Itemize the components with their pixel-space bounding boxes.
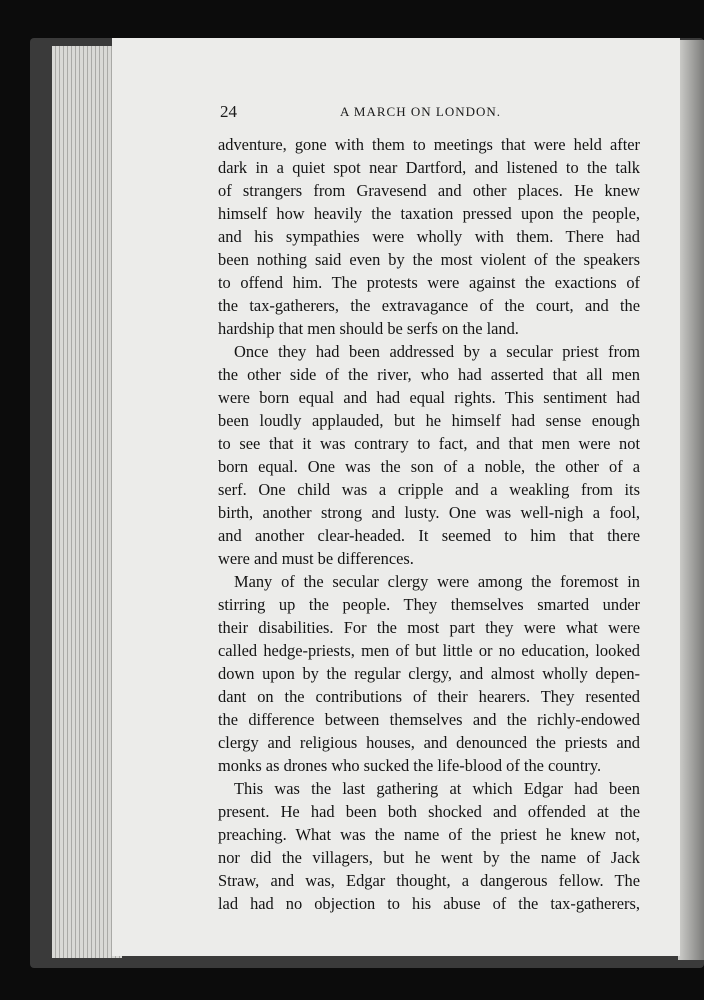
text-line: were born equal and had equal rights. This sentiment had [218,388,640,407]
text-line: serf. One child was a cripple and a weakling from its [218,480,640,499]
text-line: born equal. One was the son of a noble, the other of a [218,457,640,476]
book-right-edge [678,40,704,960]
paragraph [218,133,640,340]
text-line: been loudly applauded, but he himself had sense enough [218,411,640,430]
text-line: clergy and religious houses, and denounced the priests and [218,733,640,752]
text-line: This was the last gathering at which Edgar had been [234,779,640,798]
text-line: Many of the secular clergy were among the foremost in [234,572,640,591]
text-line: dant on the contributions of their hearers. They resented [218,687,640,706]
text-line: to see that it was contrary to fact, and that men were not [218,434,640,453]
text-line: of strangers from Gravesend and other places. He knew [218,181,640,200]
text-line: birth, another strong and lusty. One was well-nigh a fool, [218,503,640,522]
paragraph [218,340,640,570]
text-line: the difference between themselves and the richly-endowed [218,710,640,729]
text-line: were and must be differences. [218,549,414,568]
text-line: and another clear-headed. It seemed to him that there [218,526,640,545]
text-line: lad had no objection to his abuse of the tax-gatherers, [218,894,640,913]
text-line: down upon by the regular clergy, and almost wholly depen- [218,664,640,683]
text-line: Once they had been addressed by a secular priest from [234,342,640,361]
text-line: himself how heavily the taxation pressed upon the people, [218,204,640,223]
paragraph [218,777,640,915]
text-line: preaching. What was the name of the priest he knew not, [218,825,640,844]
text-line: hardship that men should be serfs on the land. [218,319,519,338]
text-line: called hedge-priests, men of but little or no education, looked [218,641,640,660]
text-line: nor did the villagers, but he went by the name of Jack [218,848,640,867]
text-line: the other side of the river, who had asserted that all men [218,365,640,384]
text-line: monks as drones who sucked the life-blood of the country. [218,756,602,775]
text-line: to offend him. The protests were against the exactions of [218,273,640,292]
running-title: A MARCH ON LONDON. [340,104,502,119]
text-line: present. He had been both shocked and offended at the [218,802,640,821]
text-line: dark in a quiet spot near Dartford, and listened to the talk [218,158,640,177]
text-line: been nothing said even by the most violent of the speakers [218,250,640,269]
page-number: 24 [220,102,237,121]
text-line: their disabilities. For the most part they were what were [218,618,640,637]
paragraph [218,570,640,777]
text-line: stirring up the people. They themselves smarted under [218,595,640,614]
text-line: adventure, gone with them to meetings that were held after [218,135,640,154]
text-line: and his sympathies were wholly with them. There had [218,227,640,246]
text-line: the tax-gatherers, the extravagance of the court, and the [218,296,640,315]
body-text [218,133,640,915]
text-line: Straw, and was, Edgar thought, a dangerous fellow. The [218,871,640,890]
